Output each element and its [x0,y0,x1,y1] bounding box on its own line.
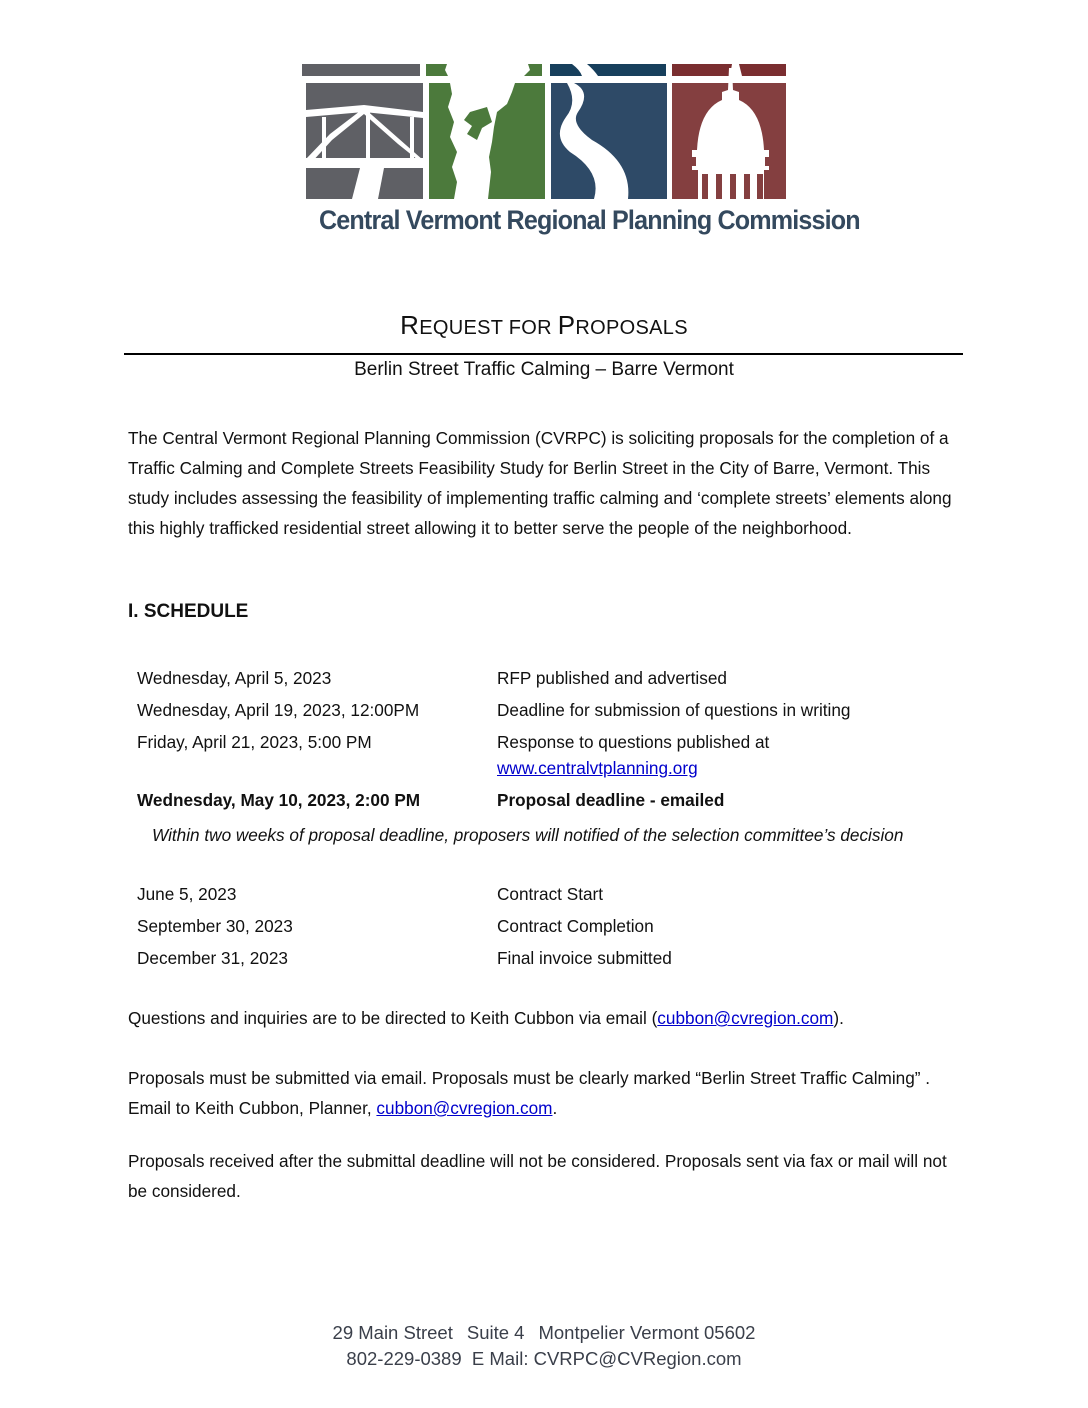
footer-address-line [0,1320,1088,1346]
schedule-event: Proposal deadline - emailed [497,790,725,810]
schedule-event: Deadline for submission of questions in writing [497,700,851,720]
schedule-row [137,884,967,914]
schedule-event: Contract Completion [497,916,654,936]
questions-paragraph [128,1003,968,1033]
title-cap-2: P [557,310,576,340]
schedule-event: Response to questions published at [497,732,770,752]
page-title [0,310,1088,341]
logo-strip-gray [302,64,420,76]
schedule-event: RFP published and advertised [497,668,727,688]
logo-strip-green [426,64,542,76]
title-rest-2: ROPOSALS [575,317,688,339]
schedule-row [137,732,967,792]
schedule-date: Wednesday, May 10, 2023, 2:00 PM [137,790,421,810]
submission-suffix: . [552,1098,558,1118]
bridge-panel [306,83,423,199]
schedule-row [137,700,967,730]
schedule-event: Contract Start [497,884,604,904]
schedule-row [137,916,967,946]
section-heading-schedule: I. SCHEDULE [128,601,249,622]
logo-strip-blue [550,64,666,76]
footer-street: 29 Main Street [332,1322,453,1343]
title-cap-1: R [400,310,420,340]
schedule-date: Wednesday, April 5, 2023 [137,668,332,688]
schedule-row [137,948,967,978]
schedule-date: September 30, 2023 [137,916,293,936]
cvrpc-logo [302,62,860,248]
logo-organization-name: Central Vermont Regional Planning Commission [319,205,860,235]
late-notice-paragraph: Proposals received after the submittal deadline will not be considered. Proposals sent via fax or mail will not be considered. [128,1151,947,1201]
footer-contact-line [0,1346,1088,1372]
footer-email: E Mail: CVRPC@CVRegion.com [471,1348,742,1369]
page-subtitle: Berlin Street Traffic Calming – Barre Vermont [354,359,734,380]
capitol-panel [672,68,786,199]
title-divider [124,353,963,355]
schedule-row-deadline [137,790,967,820]
submission-paragraph [128,1063,968,1123]
schedule-date: June 5, 2023 [137,884,237,904]
schedule-event: Final invoice submitted [497,948,672,968]
schedule-date: Wednesday, April 19, 2023, 12:00PM [137,700,420,720]
submission-email-link[interactable]: cubbon@cvregion.com [376,1098,553,1118]
logo-panels-graphic [302,62,788,202]
river-panel [551,83,667,199]
vermont-map-panel [429,83,545,199]
questions-suffix: ). [833,1008,844,1028]
intro-paragraph: The Central Vermont Regional Planning Commission (CVRPC) is soliciting proposals for the completion of a Traffic Calming and Complete Streets Feasibility Study for Berlin Street in the City of Barre, Vermont. This study includes assessing the feasibility of implementing traffic calming and ‘complete streets’ elements along this highly trafficked residential street allowing it to better serve the people of the neighborhood. [128,428,952,538]
footer-phone: 802-229-0389 [346,1348,462,1369]
submission-text: Proposals must be submitted via email. Proposals must be clearly marked “Berlin Street Traffic Calming” . Email to Keith Cubbon, Planner, [128,1068,931,1118]
footer-suite: Suite 4 [466,1322,525,1343]
title-rest-1: EQUEST FOR [419,317,558,339]
website-link[interactable]: www.centralvtplanning.org [497,758,698,778]
footer-city: Montpelier Vermont 05602 [538,1322,756,1343]
questions-text: Questions and inquiries are to be directed to Keith Cubbon via email ( [128,1008,658,1028]
schedule-date: Friday, April 21, 2023, 5:00 PM [137,732,372,752]
schedule-date: December 31, 2023 [137,948,288,968]
schedule-row [137,668,967,698]
schedule-note: Within two weeks of proposal deadline, proposers will notified of the selection committee’s decision [152,825,904,845]
page-footer [0,1320,1088,1372]
schedule-table [137,668,967,978]
questions-email-link[interactable]: cubbon@cvregion.com [657,1008,834,1028]
